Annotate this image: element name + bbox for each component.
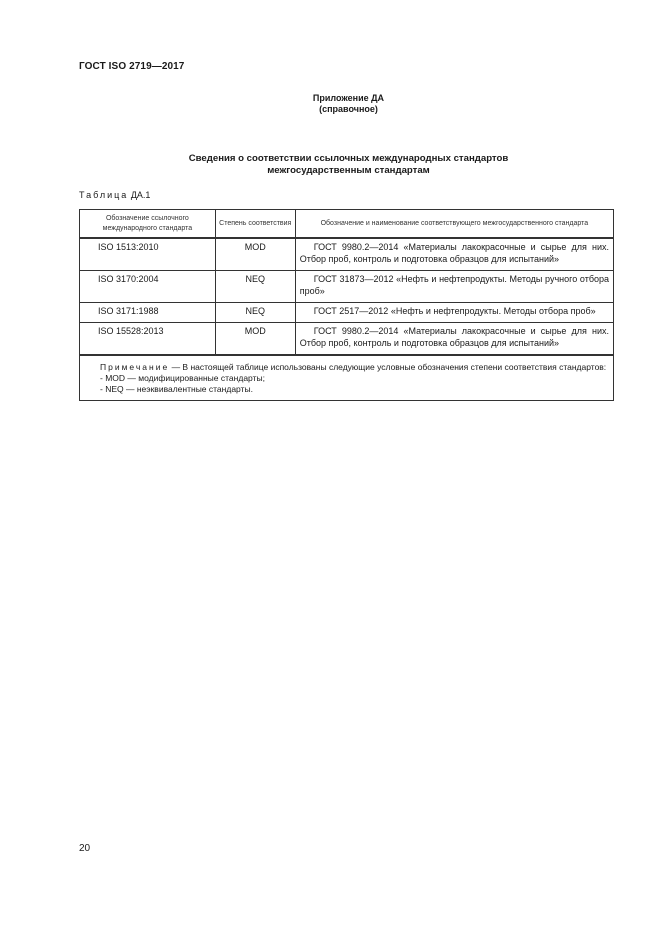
- note-item-mod: - MOD — модифицированные стандарты;: [100, 373, 265, 383]
- column-header-international-standard: Обозначение ссылочного международного стандарта: [80, 210, 216, 239]
- cell-degree: NEQ: [215, 303, 295, 323]
- cell-interstate-standard: ГОСТ 9980.2—2014 «Материалы лакокрасочные и сырье для них. Отбор проб, контроль и подготовка образцов для испытаний»: [295, 323, 613, 356]
- page-number: 20: [79, 843, 91, 854]
- section-title-line1: Сведения о соответствии ссылочных международных стандартов: [188, 153, 509, 164]
- appendix-heading: [0, 93, 661, 115]
- note-item-neq: - NEQ — неэквивалентные стандарты.: [100, 384, 253, 394]
- column-header-interstate-standard: Обозначение и наименование соответствующего межгосударственного стандарта: [295, 210, 613, 239]
- cell-international-standard: ISO 1513:2010: [80, 238, 216, 271]
- section-title-line2: межгосударственным стандартам: [267, 165, 430, 176]
- cell-degree: MOD: [215, 323, 295, 356]
- cell-international-standard: ISO 3170:2004: [80, 271, 216, 303]
- cell-degree: MOD: [215, 238, 295, 271]
- cell-degree: NEQ: [215, 271, 295, 303]
- table-header-row: [80, 210, 614, 239]
- cell-international-standard: ISO 15528:2013: [80, 323, 216, 356]
- table-note-row: [80, 355, 614, 401]
- standards-correspondence-table: [79, 209, 614, 401]
- table-row: [80, 323, 614, 356]
- table-row: [80, 271, 614, 303]
- table-note: [80, 355, 614, 401]
- section-heading: [0, 153, 661, 177]
- table-caption-id: ДА.1: [130, 190, 151, 200]
- appendix-subtitle: (справочное): [319, 104, 378, 114]
- cell-interstate-standard: ГОСТ 31873—2012 «Нефть и нефтепродукты. Методы ручного отбора проб»: [295, 271, 613, 303]
- cell-interstate-standard: ГОСТ 9980.2—2014 «Материалы лакокрасочные и сырье для них. Отбор проб, контроль и подготовка образцов для испытаний»: [295, 238, 613, 271]
- cell-interstate-standard: ГОСТ 2517—2012 «Нефть и нефтепродукты. Методы отбора проб»: [295, 303, 613, 323]
- table-caption-prefix: Таблица: [79, 190, 129, 200]
- cell-international-standard: ISO 3171:1988: [80, 303, 216, 323]
- appendix-title: Приложение ДА: [312, 93, 385, 103]
- note-intro: [86, 362, 607, 373]
- table-caption: [79, 190, 150, 200]
- table-row: [80, 238, 614, 271]
- column-header-degree: Степень соответствия: [215, 210, 295, 239]
- table-row: [80, 303, 614, 323]
- note-text: — В настоящей таблице использованы следующие условные обозначения степени соответствия стандартов:: [169, 362, 607, 372]
- note-label: Примечание: [100, 362, 170, 372]
- document-header-standard-id: ГОСТ ISO 2719—2017: [79, 61, 185, 72]
